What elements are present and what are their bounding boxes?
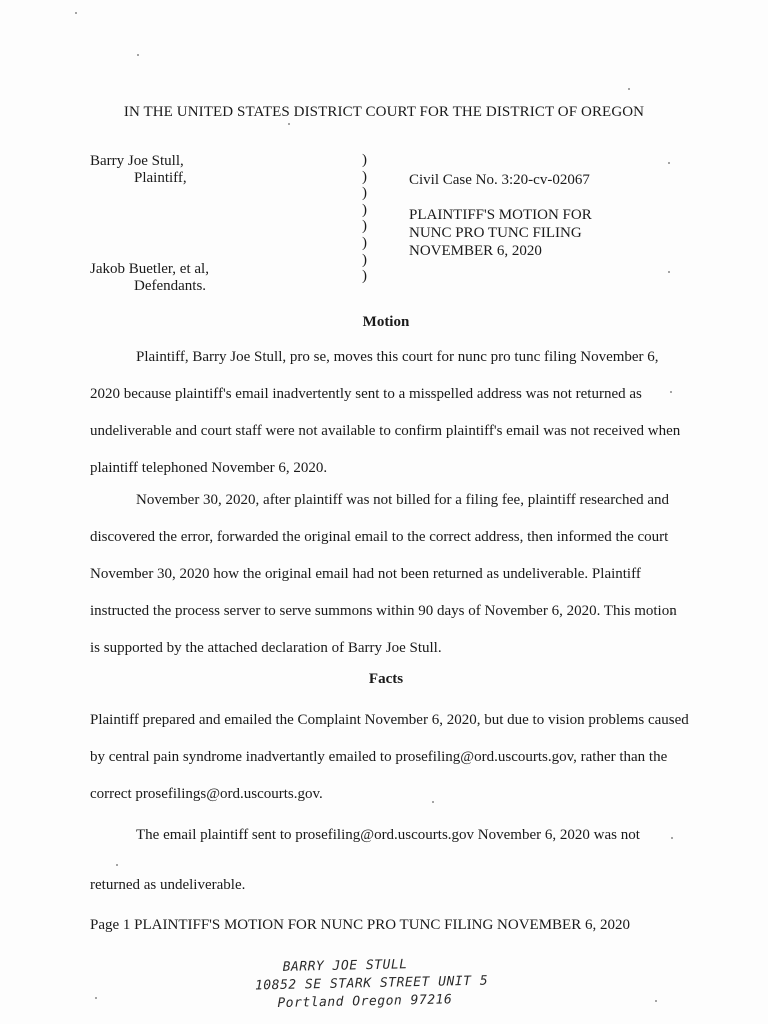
scan-speck <box>668 271 670 273</box>
handwritten-address-line-2: 10852 SE STARK STREET UNIT 5 <box>254 973 489 994</box>
scan-speck <box>95 997 97 999</box>
defendant-name: Jakob Buetler, et al, <box>90 261 209 277</box>
motion-heading: Motion <box>362 314 410 330</box>
facts-paragraph-1 <box>90 702 690 813</box>
facts-heading: Facts <box>368 671 404 687</box>
scan-speck <box>116 864 118 866</box>
scan-speck <box>75 12 77 14</box>
scan-speck <box>137 54 139 56</box>
facts-paragraph-1-text: Plaintiff prepared and emailed the Complaint November 6, 2020, but due to vision problems caused by central pain syndrome inadvertantly emailed to prosefiling@ord.uscourts.gov, rather than the correct prosefilings@ord.uscourts.gov. <box>90 712 689 802</box>
motion-title-line-3: NOVEMBER 6, 2020 <box>409 243 542 259</box>
motion-paragraph-1 <box>90 339 690 487</box>
plaintiff-role: Plaintiff, <box>134 170 187 186</box>
motion-title-line-2: NUNC PRO TUNC FILING <box>409 225 582 241</box>
handwritten-address-line-1: BARRY JOE STULL <box>282 957 408 975</box>
motion-title-line-1: PLAINTIFF'S MOTION FOR <box>409 207 592 223</box>
defendant-role: Defendants. <box>134 278 207 294</box>
handwritten-address-line-3: Portland Oregon 97216 <box>277 992 453 1011</box>
motion-paragraph-2-text: November 30, 2020, after plaintiff was not billed for a filing fee, plaintiff researched and discovered the error, forwarded the original email to the correct address, then informed the court November 30, 2020 how the original email had not been returned as undeliverable. Plaintiff instructed the process server to serve summons within 90 days of November 6, 2020. This motion is supported by the attached declaration of Barry Joe Stull. <box>90 492 677 656</box>
page-footer: Page 1 PLAINTIFF'S MOTION FOR NUNC PRO TUNC FILING NOVEMBER 6, 2020 <box>90 917 630 933</box>
case-number: Civil Case No. 3:20-cv-02067 <box>409 172 590 188</box>
scan-speck <box>655 1000 657 1002</box>
court-title: IN THE UNITED STATES DISTRICT COURT FOR THE DISTRICT OF OREGON <box>123 104 645 120</box>
motion-paragraph-2 <box>90 482 690 667</box>
scan-speck <box>288 123 290 125</box>
handwritten-address <box>254 953 585 1014</box>
facts-paragraph-2-line-1: The email plaintiff sent to prosefiling@ord.uscourts.gov November 6, 2020 was not <box>136 827 640 843</box>
motion-paragraph-1-text: Plaintiff, Barry Joe Stull, pro se, moves this court for nunc pro tunc filing November 6, 2020 because plaintiff's email inadvertently sent to a misspelled address was not returned as undeliverable and court staff were not available to confirm plaintiff's email was not received when plaintiff telephoned November 6, 2020. <box>90 349 681 476</box>
scan-speck <box>671 837 673 839</box>
plaintiff-name: Barry Joe Stull, <box>90 153 184 169</box>
scan-speck <box>628 88 630 90</box>
facts-paragraph-2-line-2: returned as undeliverable. <box>90 877 246 893</box>
caption-parentheses: ) ) ) ) ) ) ) ) <box>362 152 367 285</box>
scan-speck <box>668 162 670 164</box>
